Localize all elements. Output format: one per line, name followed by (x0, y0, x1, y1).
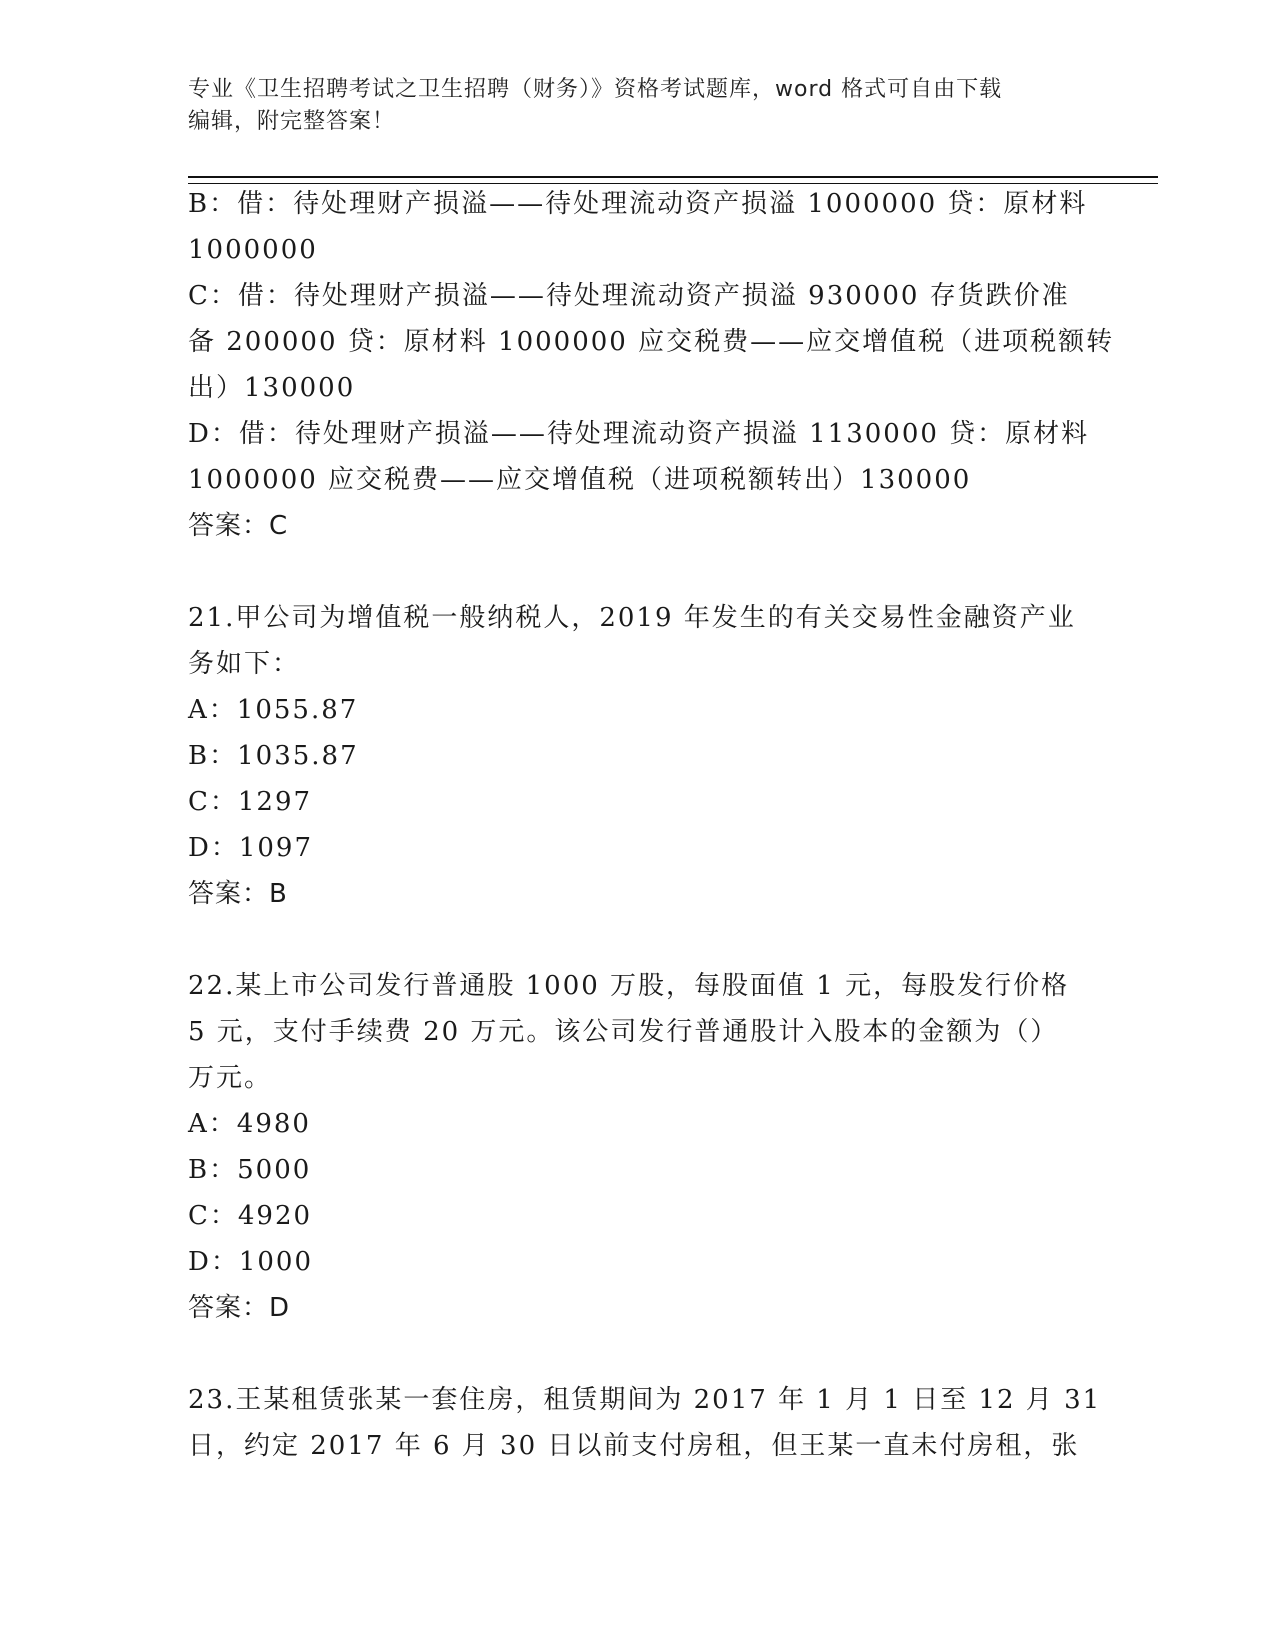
option-d: D：1097 (188, 833, 314, 863)
document-header (188, 74, 1088, 138)
question-stem: 5 元，支付手续费 20 万元。该公司发行普通股计入股本的金额为（） (188, 1017, 1059, 1047)
question-stem: 21.甲公司为增值税一般纳税人，2019 年发生的有关交易性金融资产业 (188, 603, 1076, 633)
answer-label: 答案：C (188, 511, 289, 541)
question-stem: 22.某上市公司发行普通股 1000 万股，每股面值 1 元，每股发行价格 (188, 971, 1070, 1001)
option-c: C：1297 (188, 787, 313, 817)
option-a: A：4980 (188, 1109, 311, 1139)
header-line: 专业《卫生招聘考试之卫生招聘（财务）》资格考试题库，word 格式可自由下载 (188, 77, 1003, 102)
option-line: D：借：待处理财产损溢——待处理流动资产损溢 1130000 贷：原材料 (188, 419, 1090, 449)
spacer (188, 1331, 1088, 1377)
question-stem: 务如下： (188, 649, 301, 679)
option-line: B：借：待处理财产损溢——待处理流动资产损溢 1000000 贷：原材料 (188, 189, 1088, 219)
option-d: D：1000 (188, 1247, 314, 1277)
option-c: C：4920 (188, 1201, 313, 1231)
option-line: 备 200000 贷：原材料 1000000 应交税费——应交增值税（进项税额转 (188, 327, 1115, 357)
option-line: 1000000 (188, 235, 318, 265)
question-stem: 23.王某租赁张某一套住房，租赁期间为 2017 年 1 月 1 日至 12 月 31 (188, 1385, 1102, 1415)
spacer (188, 549, 1088, 595)
spacer (188, 917, 1088, 963)
header-divider (188, 176, 1158, 178)
answer-label: 答案：D (188, 1293, 291, 1323)
option-line: 出）130000 (188, 373, 356, 403)
question-stem: 万元。 (188, 1063, 273, 1093)
option-a: A：1055.87 (188, 695, 359, 725)
option-line: C：借：待处理财产损溢——待处理流动资产损溢 930000 存货跌价准 (188, 281, 1070, 311)
document-body (188, 181, 1115, 1469)
option-b: B：5000 (188, 1155, 312, 1185)
option-b: B：1035.87 (188, 741, 359, 771)
header-line: 编辑，附完整答案！ (188, 109, 396, 134)
question-stem: 日，约定 2017 年 6 月 30 日以前支付房租，但王某一直未付房租，张 (188, 1431, 1080, 1461)
answer-label: 答案：B (188, 879, 288, 909)
option-line: 1000000 应交税费——应交增值税（进项税额转出）130000 (188, 465, 972, 495)
